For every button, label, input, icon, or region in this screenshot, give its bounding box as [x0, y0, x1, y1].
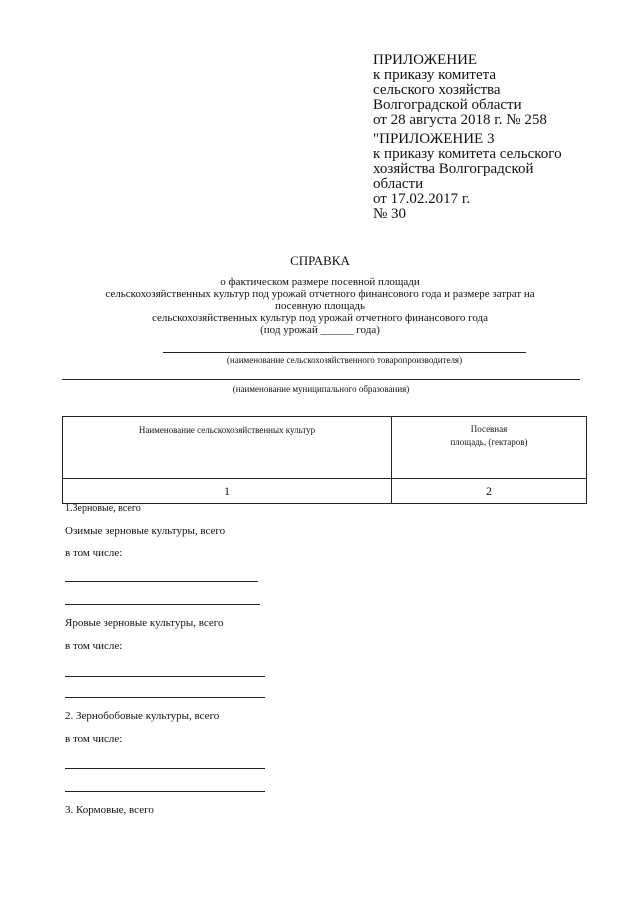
- subtitle-line: сельскохозяйственных культур под урожай отчетного финансового года: [151, 312, 489, 324]
- appendix-3-header-line: от 17.02.2017 г.: [373, 191, 471, 207]
- appendix-header-line: сельского хозяйства: [373, 82, 501, 98]
- column-number-2: 2: [392, 479, 587, 504]
- appendix-3-header: [373, 132, 562, 222]
- winter-grain-total: Озимые зерновые культуры, всего: [65, 525, 226, 537]
- appendix-header-line: от 28 августа 2018 г. № 258: [373, 112, 547, 128]
- blank-entry-line: [65, 697, 265, 698]
- blank-entry-line: [65, 768, 265, 769]
- blank-entry-line: [65, 604, 260, 605]
- appendix-header-line: ПРИЛОЖЕНИЕ: [373, 52, 478, 68]
- producer-name-caption: (наименование сельскохозяйственного товаропроизводителя): [226, 355, 463, 365]
- appendix-3-header-line: области: [373, 176, 424, 192]
- including-label: в том числе:: [65, 547, 123, 559]
- appendix-3-header-line: № 30: [373, 206, 407, 222]
- column-header-sown-area-line1: Посевная: [470, 424, 508, 434]
- appendix-3-header-line: хозяйства Волгоградской: [373, 161, 534, 177]
- document-title: СПРАВКА: [290, 253, 350, 268]
- producer-name-line: [163, 352, 526, 353]
- appendix-3-header-line: к приказу комитета сельского: [373, 146, 562, 162]
- fodder-total: 3. Кормовые, всего: [65, 804, 154, 816]
- appendix-header-line: к приказу комитета: [373, 67, 497, 83]
- subtitle-line: сельскохозяйственных культур под урожай отчетного финансового года и размере затрат на: [105, 288, 535, 300]
- municipality-name-line: [62, 379, 580, 380]
- crops-table: [62, 416, 587, 504]
- table-header-row: [63, 417, 587, 479]
- table-number-row: [63, 479, 587, 504]
- municipality-name-caption: (наименование муниципального образования): [232, 384, 410, 394]
- subtitle-line: посевную площадь: [275, 300, 365, 312]
- including-label: в том числе:: [65, 733, 123, 745]
- column-header-sown-area-line2: площадь, (гектаров): [450, 437, 528, 447]
- blank-entry-line: [65, 791, 265, 792]
- column-header-crop-name: Наименование сельскохозяйственных культур: [63, 417, 392, 479]
- legumes-total: 2. Зернобобовые культуры, всего: [65, 710, 220, 722]
- blank-entry-line: [65, 676, 265, 677]
- including-label: в том числе:: [65, 640, 123, 652]
- appendix-header-line: Волгоградской области: [373, 97, 522, 113]
- blank-entry-line: [65, 581, 258, 582]
- column-header-sown-area: [392, 417, 587, 479]
- appendix-header: [373, 53, 547, 128]
- spring-grain-total: Яровые зерновые культуры, всего: [65, 617, 224, 629]
- appendix-3-header-line: "ПРИЛОЖЕНИЕ 3: [373, 131, 495, 147]
- grain-total: 1.Зерновые, всего: [65, 503, 141, 514]
- document-subtitle: [0, 276, 640, 336]
- subtitle-line: о фактическом размере посевной площади: [220, 276, 420, 288]
- column-number-1: 1: [63, 479, 392, 504]
- subtitle-line: (под урожай ______ года): [260, 324, 380, 336]
